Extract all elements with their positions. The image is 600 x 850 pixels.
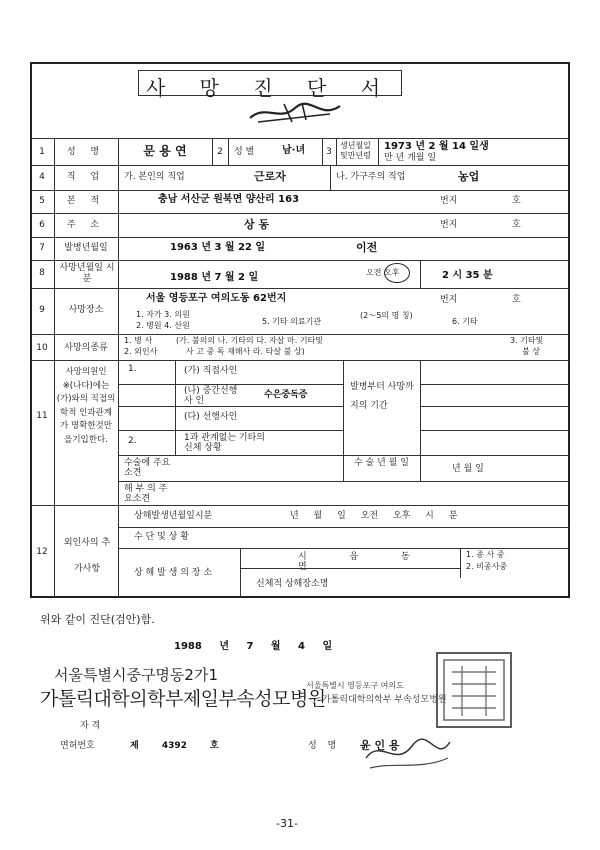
address-value: 상 동 bbox=[244, 218, 270, 231]
name-label: 성 명 bbox=[66, 147, 106, 157]
surgery-date: 년 월 일 bbox=[452, 464, 484, 474]
death-place-label: 사망장소 bbox=[68, 305, 104, 315]
grid-line bbox=[30, 138, 570, 139]
grid-line bbox=[118, 481, 570, 482]
row-number: 2 bbox=[217, 147, 223, 157]
period-label: 발병부터 사망까지의 기간 bbox=[350, 382, 414, 411]
stamp-line: 가톨릭대학의학부 부속성모병원 bbox=[322, 695, 447, 705]
grid-line bbox=[343, 360, 344, 481]
declaration-text: 위와 같이 진단(검안)함. bbox=[40, 613, 155, 626]
row-number: 7 bbox=[39, 243, 45, 253]
address-label: 주 소 bbox=[66, 220, 106, 230]
cause-other-label: 1과 관계없는 기타의 신체 상황 bbox=[184, 433, 266, 453]
ho-label: 호 bbox=[512, 220, 521, 230]
grid-line bbox=[118, 138, 119, 598]
place-option: 5. 기타 의료기관 bbox=[262, 317, 322, 326]
row-number: 11 bbox=[36, 411, 48, 421]
grid-line bbox=[30, 260, 570, 261]
cause-a-label: (가) 직접사인 bbox=[184, 366, 238, 376]
autopsy-label: 해 부 의 주요소견 bbox=[124, 484, 168, 504]
grid-line bbox=[54, 138, 55, 598]
cause-b-value: 수은중독증 bbox=[264, 390, 308, 400]
place-option: (2～5의 명 칭) bbox=[360, 311, 413, 320]
death-type-label: 사망의종류 bbox=[64, 343, 108, 353]
grid-line bbox=[240, 548, 241, 598]
row-number: 6 bbox=[39, 220, 45, 230]
onset-value: 1963 년 3 월 22 일 bbox=[170, 242, 266, 253]
occupation-option: 1. 종 사 중 bbox=[466, 550, 505, 559]
qualification-label: 자 격 bbox=[80, 721, 101, 731]
stamp-line: 서울특별시 영등포구 여의도 bbox=[306, 681, 404, 690]
hospital-name: 가톨릭대학의학부제일부속성모병원 bbox=[40, 688, 326, 710]
place-option: 1. 자가 3. 의원 bbox=[136, 310, 190, 319]
grid-line bbox=[420, 384, 570, 385]
job-b-value: 농업 bbox=[458, 170, 480, 183]
grid-line bbox=[175, 360, 176, 455]
row-number: 1 bbox=[39, 147, 45, 157]
grid-line bbox=[30, 505, 570, 506]
grid-line bbox=[330, 165, 331, 190]
death-date-value: 1988 년 7 월 2 일 bbox=[170, 272, 259, 283]
ampm-label: 오전 오후 bbox=[366, 268, 400, 277]
place-option: 6. 기타 bbox=[452, 317, 478, 326]
scribble-mark bbox=[240, 100, 350, 126]
grid-line bbox=[30, 213, 570, 214]
license-label: 면허번호 bbox=[60, 741, 95, 751]
row-number: 3 bbox=[326, 147, 332, 157]
cause-c-label: (다) 선행사인 bbox=[184, 412, 238, 422]
birth-age: 만 년 개월 일 bbox=[384, 153, 437, 163]
onset-suffix: 이전 bbox=[356, 241, 378, 254]
death-type-option: 불 상 bbox=[522, 347, 540, 356]
death-type-option: (가. 불의의 나. 기타의 다. 자살 마. 기타및 bbox=[176, 336, 324, 345]
grid-line bbox=[118, 527, 570, 528]
birth-date: 1973 년 2 월 14 일생 bbox=[384, 141, 489, 152]
name-value: 문 용 연 bbox=[143, 144, 187, 158]
surgery-date-label: 수 술 년 월 일 bbox=[354, 458, 409, 468]
grid-line bbox=[118, 455, 570, 456]
job-a-value: 근로자 bbox=[254, 170, 286, 183]
job-label: 직 업 bbox=[66, 172, 106, 182]
seal-scribble-icon bbox=[362, 728, 454, 776]
origin-value: 충남 서산군 원북면 양산리 163 bbox=[158, 194, 300, 205]
seal-pattern-icon bbox=[438, 654, 510, 726]
grid-line bbox=[30, 288, 570, 289]
surgery-label: 수술에 주요소견 bbox=[124, 458, 171, 478]
beonji-label: 번지 bbox=[440, 220, 458, 230]
onset-label: 발병년월일 bbox=[64, 243, 108, 253]
row-number: 12 bbox=[36, 547, 48, 557]
row-number: 9 bbox=[39, 305, 45, 315]
place-detail-label: 신체적 상해장소명 bbox=[256, 579, 329, 589]
occupation-option: 2. 비종사중 bbox=[466, 562, 508, 571]
injury-date: 년 월 일 오전 오후 시 분 bbox=[290, 511, 458, 521]
death-place-value: 서울 영등포구 여의도동 62번지 bbox=[146, 293, 287, 304]
grid-line bbox=[118, 384, 343, 385]
row-number: 4 bbox=[39, 172, 45, 182]
sex-value: 남·녀 bbox=[282, 145, 306, 156]
death-time-value: 2 시 35 분 bbox=[442, 270, 493, 281]
pm-circle-mark bbox=[384, 263, 410, 283]
job-b-label: 나. 가구주의 직업 bbox=[336, 172, 406, 182]
license-value: 제 4392 호 bbox=[130, 741, 219, 751]
grid-line bbox=[118, 548, 570, 549]
grid-line bbox=[30, 334, 570, 335]
ho-label: 호 bbox=[512, 295, 521, 305]
death-type-option: 2. 외인사 bbox=[124, 347, 158, 356]
grid-line bbox=[30, 190, 570, 191]
grid-line bbox=[30, 237, 570, 238]
num-label: 1. bbox=[128, 364, 137, 374]
grid-line bbox=[460, 548, 461, 578]
means-label: 수 단 및 상 황 bbox=[134, 532, 189, 542]
death-date-label: 사망년월일 시 분 bbox=[59, 263, 115, 284]
origin-label: 본 적 bbox=[66, 196, 106, 206]
sex-label: 성 별 bbox=[234, 147, 255, 157]
death-type-option: 사 고 중 독 재해사 라. 타살 불 상) bbox=[186, 347, 305, 356]
grid-line bbox=[30, 360, 570, 361]
external-cause-label: 외인사의 추가사항 bbox=[63, 538, 111, 574]
place-options: 시 읍 동 면 bbox=[298, 552, 410, 572]
place-option: 2. 병원 4. 산원 bbox=[136, 321, 190, 330]
hospital-address: 서울특별시중구명동2가1 bbox=[54, 666, 218, 684]
death-type-option: 3. 기타및 bbox=[510, 336, 544, 345]
grid-line bbox=[30, 165, 570, 166]
doctor-label: 성 명 bbox=[308, 741, 337, 751]
document-title: 사 망 진 단 서 bbox=[145, 76, 395, 100]
declaration-date: 1988 년 7 월 4 일 bbox=[174, 641, 333, 652]
grid-line bbox=[420, 260, 421, 288]
grid-line bbox=[378, 138, 379, 165]
beonji-label: 번지 bbox=[440, 295, 458, 305]
redaction-mark bbox=[240, 100, 350, 126]
grid-line bbox=[228, 138, 229, 165]
page-number: -31- bbox=[276, 817, 298, 830]
cause-b-label: (나) 중간선행 사 인 bbox=[184, 386, 238, 406]
cause-label: 사망의원인 ※(나다)에는 (가)와의 직접의학적 인과관계가 명확한것만 을기입한다. bbox=[56, 367, 116, 445]
injury-place-label: 상 해 발 생 의 장 소 bbox=[134, 568, 213, 578]
num-label: 2. bbox=[128, 436, 137, 446]
birth-label: 생년월일 및만년령 bbox=[340, 141, 371, 160]
ho-label: 호 bbox=[512, 196, 521, 206]
grid-line bbox=[420, 360, 421, 481]
grid-line bbox=[420, 430, 570, 431]
job-a-label: 가. 본인의 직업 bbox=[124, 172, 185, 182]
grid-line bbox=[336, 138, 337, 165]
doctor-name: 윤 인 용 bbox=[360, 739, 400, 752]
row-number: 8 bbox=[39, 268, 45, 278]
grid-line bbox=[118, 406, 343, 407]
injury-date-label: 상해발생년월일시분 bbox=[134, 511, 213, 521]
row-number: 10 bbox=[36, 343, 48, 353]
official-seal-icon bbox=[436, 652, 512, 728]
grid-line bbox=[420, 406, 570, 407]
death-type-option: 1. 병 사 bbox=[124, 336, 153, 345]
beonji-label: 번지 bbox=[440, 196, 458, 206]
row-number: 5 bbox=[39, 196, 45, 206]
doctor-seal-icon bbox=[362, 728, 454, 776]
grid-line bbox=[118, 430, 343, 431]
